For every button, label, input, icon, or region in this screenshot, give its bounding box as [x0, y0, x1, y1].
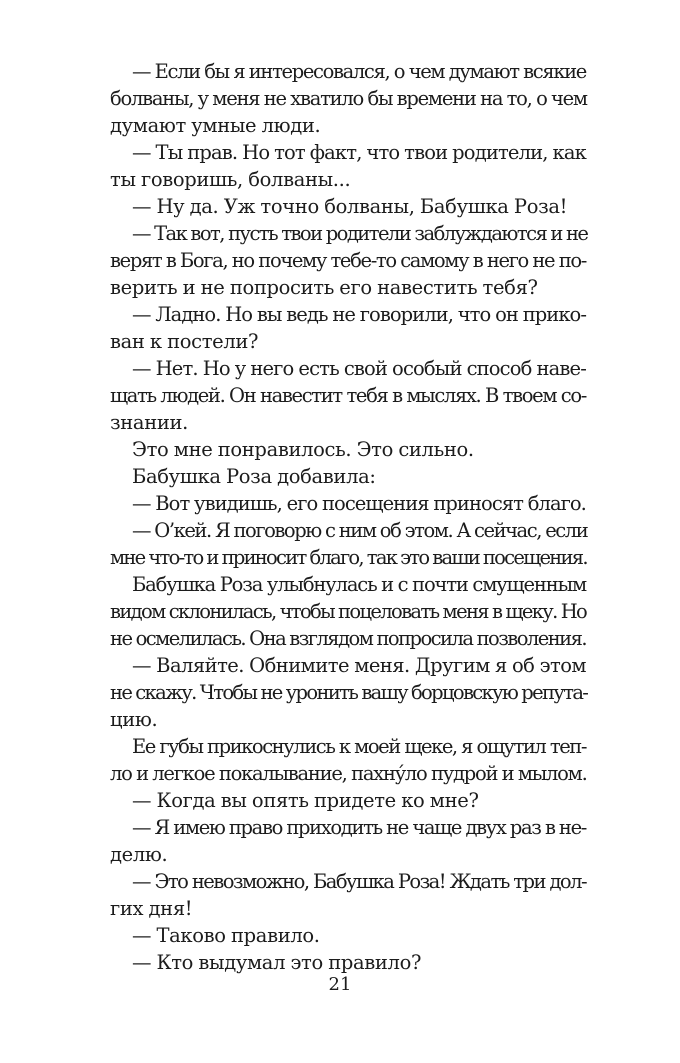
text-line: — Когда вы опять придете ко мне?: [132, 789, 479, 812]
text-line: Бабушка Роза добавила:: [132, 465, 376, 488]
text-line: — Ну да. Уж точно болваны, Бабушка Роза!: [132, 195, 568, 218]
text-line: — Нет. Но у него есть свой особый способ наве-: [132, 357, 586, 380]
page-number: 21: [328, 974, 352, 995]
text-line: знании.: [110, 411, 188, 434]
text-line: верят в Бога, но почему тебе-то самому в него не по-: [110, 249, 586, 272]
text-line: ты говоришь, болваны...: [110, 168, 351, 191]
paragraph: [110, 220, 586, 301]
paragraph: [110, 814, 586, 868]
text-line: — Я имею право приходить не чаще двух раз в не-: [132, 816, 586, 839]
text-line: думают умные люди.: [110, 114, 321, 137]
paragraph: [110, 733, 586, 787]
text-line: — Это невозможно, Бабушка Роза! Ждать три дол-: [132, 870, 586, 893]
text-line: — Если бы я интересовался, о чем думают всякие: [132, 60, 586, 83]
text-line: — Ладно. Но вы ведь не говорили, что он прико-: [132, 303, 586, 326]
paragraph: [110, 193, 586, 220]
text-line: болваны, у меня не хватило бы времени на то, о чем: [110, 87, 587, 110]
paragraph: [110, 517, 586, 571]
text-line: видом склонилась, чтобы поцеловать меня в щеку. Но: [110, 600, 587, 623]
paragraph: [110, 922, 586, 949]
text-line: Это мне понравилось. Это сильно.: [132, 438, 474, 461]
text-line: — Вот увидишь, его посещения приносят благо.: [132, 492, 586, 515]
text-line: — Таково правило.: [132, 924, 320, 947]
paragraph: [110, 571, 586, 652]
paragraph: [110, 58, 586, 139]
text-line: не скажу. Чтобы не уронить вашу борцовскую репута-: [110, 681, 588, 704]
text-line: делю.: [110, 843, 168, 866]
paragraph: [110, 355, 586, 436]
text-line: верить и не попросить его навестить тебя?: [110, 276, 538, 299]
text-line: — О’кей. Я поговорю с ним об этом. А сейчас, если: [132, 519, 588, 542]
text-line: — Кто выдумал это правило?: [132, 951, 422, 974]
paragraph: [110, 301, 586, 355]
paragraph: [110, 652, 586, 733]
text-line: ван к постели?: [110, 330, 259, 353]
paragraph: [110, 490, 586, 517]
paragraph: [110, 463, 586, 490]
paragraph: [110, 436, 586, 463]
text-line: — Ты прав. Но тот факт, что твои родители, как: [132, 141, 586, 164]
paragraph: [110, 949, 586, 976]
text-line: гих дня!: [110, 897, 193, 920]
text-line: Бабушка Роза улыбнулась и с почти смущенным: [132, 573, 586, 596]
text-line: — Валяйте. Обнимите меня. Другим я об этом: [132, 654, 586, 677]
paragraph: [110, 139, 586, 193]
text-line: — Так вот, пусть твои родители заблуждаются и не: [132, 222, 588, 245]
text-line: не осмелилась. Она взглядом попросила позволения.: [110, 627, 587, 650]
paragraph: [110, 868, 586, 922]
text-line: Ее губы прикоснулись к моей щеке, я ощутил теп-: [132, 735, 586, 758]
text-line: ло и легкое покалывание, пахну́ло пудрой и мылом.: [110, 762, 587, 785]
text-line: щать людей. Он навестит тебя в мыслях. В твоем со-: [110, 384, 586, 407]
text-line: цию.: [110, 708, 158, 731]
page-body: [110, 58, 586, 976]
paragraph: [110, 787, 586, 814]
text-line: мне что-то и приносит благо, так это ваши посещения.: [110, 546, 587, 569]
